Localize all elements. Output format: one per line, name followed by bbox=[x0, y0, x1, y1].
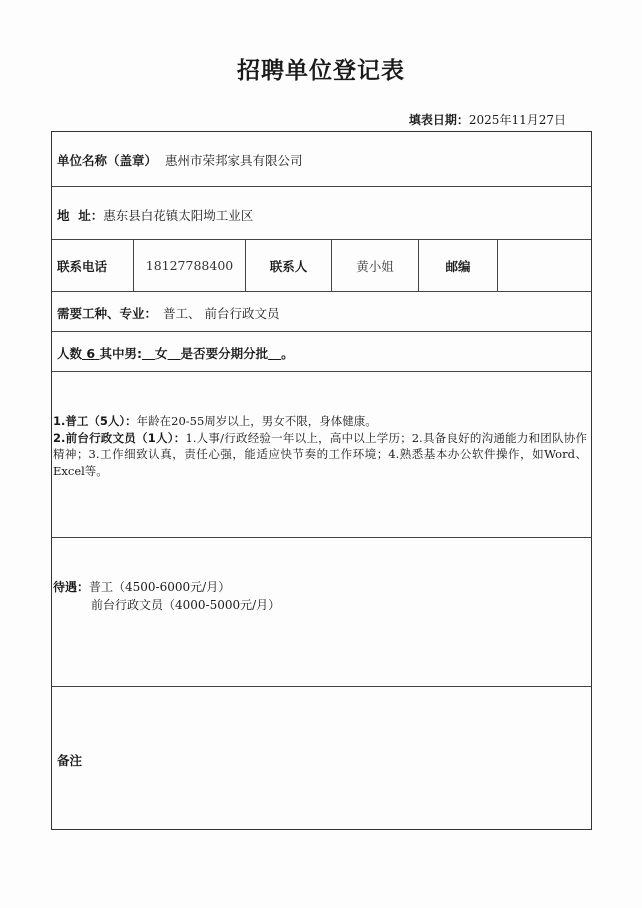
benefit-line-2: 前台行政文员（4000-5000元/月） bbox=[91, 598, 281, 612]
batch-blank[interactable] bbox=[268, 346, 281, 361]
headcount-row bbox=[52, 332, 591, 372]
company-row bbox=[52, 132, 591, 187]
benefits-text bbox=[53, 578, 280, 614]
benefit-line-1: 普工（4500-6000元/月） bbox=[89, 580, 231, 594]
benefits-label: 待遇： bbox=[53, 580, 90, 594]
positions-value: 普工、 前台行政文员 bbox=[163, 306, 280, 321]
company-label: 单位名称（盖章） bbox=[57, 153, 158, 168]
postcode-value bbox=[498, 240, 591, 291]
headcount-total: 6 bbox=[86, 346, 96, 361]
fill-date-label: 填表日期： bbox=[408, 113, 469, 127]
remarks-label: 备注 bbox=[57, 753, 83, 768]
female-label: 女 bbox=[155, 346, 168, 361]
job2-title: 2.前台行政文员（1人）： bbox=[53, 430, 186, 445]
job2-requirement bbox=[53, 430, 587, 480]
postcode-label: 邮编 bbox=[419, 240, 498, 291]
fill-date bbox=[409, 111, 566, 128]
fill-date-value: 2025年11月27日 bbox=[468, 113, 566, 127]
form-title: 招聘单位登记表 bbox=[237, 58, 405, 84]
phone-value: 18127788400 bbox=[134, 240, 246, 291]
female-blank[interactable] bbox=[168, 346, 181, 361]
job1-text: 年龄在20-55周岁以上，男女不限，身体健康。 bbox=[136, 414, 377, 428]
positions-label: 需要工种、专业： bbox=[57, 306, 158, 321]
address-label: 地 址： bbox=[57, 208, 104, 223]
contact-row bbox=[52, 240, 591, 292]
contact-person-value: 黄小姐 bbox=[332, 240, 419, 291]
positions-row bbox=[52, 292, 591, 332]
male-blank[interactable] bbox=[142, 346, 155, 361]
requirements-text bbox=[53, 413, 587, 479]
headcount-prefix: 人数 bbox=[57, 346, 83, 361]
requirements-row bbox=[52, 372, 591, 538]
job1-title: 1.普工（5人）： bbox=[53, 414, 137, 428]
male-label: 其中男: bbox=[99, 346, 142, 361]
address-value: 惠东县白花镇太阳坳工业区 bbox=[103, 208, 254, 223]
registration-table bbox=[51, 131, 592, 830]
job2-text: 1.人事/行政经验一年以上，高中以上学历；2.具备良好的沟通能力和团队协作精神；3.工作细致认真，责任心强，能适应快节奏的工作环境；4.熟悉基本办公软件操作，如Word、Excel等。 bbox=[53, 430, 587, 478]
batch-label: 是否要分期分批 bbox=[180, 346, 269, 361]
company-value: 惠州市荣邦家具有限公司 bbox=[165, 153, 303, 168]
phone-label: 联系电话 bbox=[52, 240, 134, 291]
headcount-end: 。 bbox=[281, 346, 294, 361]
benefits-row bbox=[52, 538, 591, 687]
job1-requirement bbox=[53, 413, 587, 430]
contact-person-label: 联系人 bbox=[246, 240, 332, 291]
address-row bbox=[52, 187, 591, 240]
remarks-row bbox=[52, 687, 591, 828]
